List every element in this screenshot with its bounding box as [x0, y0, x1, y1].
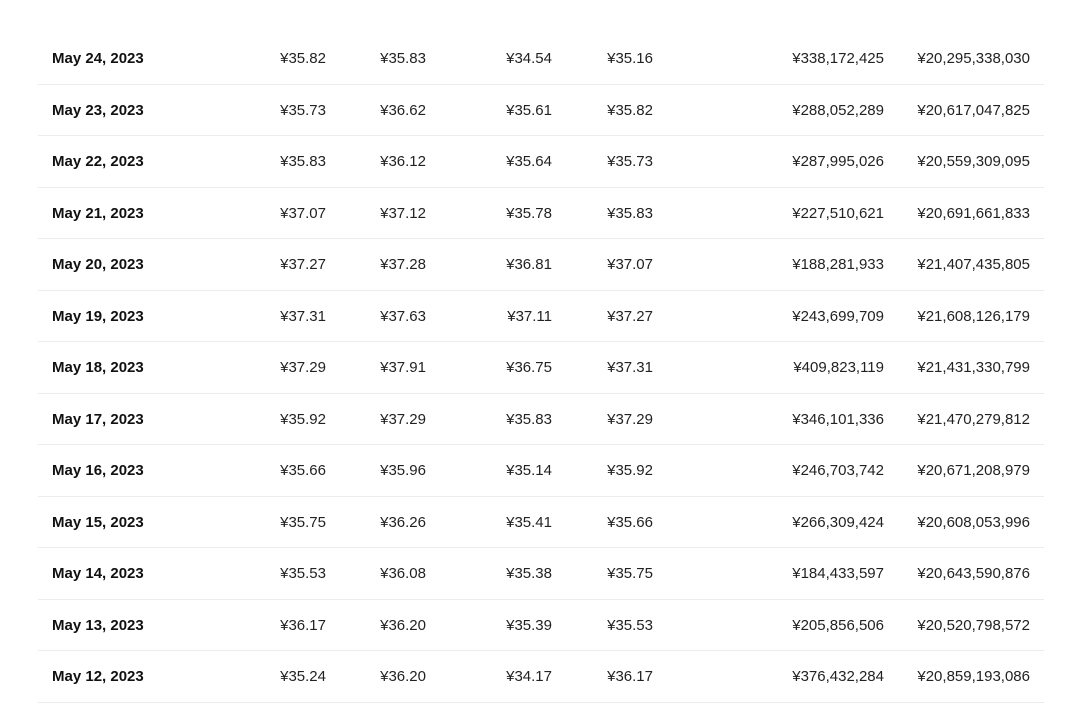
market-cap-cell: ¥20,520,798,572 [917, 616, 1030, 634]
market-cap-cell: ¥21,407,435,805 [917, 256, 1030, 273]
low-cell: ¥35.61 [506, 101, 552, 119]
table-row [38, 445, 1044, 497]
high-cell: ¥37.12 [380, 204, 426, 222]
price-history-table [38, 33, 1044, 703]
low-cell: ¥37.11 [507, 307, 552, 325]
date-cell: May 16, 2023 [52, 462, 144, 479]
table-row [38, 342, 1044, 394]
market-cap-cell: ¥21,470,279,812 [917, 410, 1030, 428]
volume-cell: ¥243,699,709 [792, 307, 884, 325]
high-cell: ¥36.12 [380, 153, 426, 170]
low-cell: ¥34.54 [506, 50, 552, 67]
date-cell: May 12, 2023 [52, 668, 144, 685]
date-cell: May 24, 2023 [52, 50, 144, 67]
date-cell: May 21, 2023 [52, 204, 144, 222]
close-cell: ¥37.31 [607, 359, 653, 376]
open-cell: ¥35.75 [280, 513, 326, 531]
open-cell: ¥36.17 [280, 616, 326, 634]
open-cell: ¥37.07 [280, 204, 326, 222]
low-cell: ¥35.39 [506, 616, 552, 634]
table-row [38, 651, 1044, 703]
high-cell: ¥36.20 [380, 668, 426, 685]
volume-cell: ¥184,433,597 [792, 565, 884, 582]
close-cell: ¥35.92 [607, 462, 653, 479]
volume-cell: ¥338,172,425 [792, 50, 884, 67]
close-cell: ¥35.75 [607, 565, 653, 582]
market-cap-cell: ¥20,559,309,095 [917, 153, 1030, 170]
high-cell: ¥35.83 [380, 50, 426, 67]
date-cell: May 20, 2023 [52, 256, 144, 273]
table-row [38, 600, 1044, 652]
volume-cell: ¥188,281,933 [792, 256, 884, 273]
close-cell: ¥35.73 [607, 153, 653, 170]
date-cell: May 13, 2023 [52, 616, 144, 634]
close-cell: ¥37.07 [607, 256, 653, 273]
high-cell: ¥37.28 [380, 256, 426, 273]
table-row [38, 291, 1044, 343]
market-cap-cell: ¥20,691,661,833 [917, 204, 1030, 222]
open-cell: ¥37.27 [280, 256, 326, 273]
open-cell: ¥35.92 [280, 410, 326, 428]
volume-cell: ¥409,823,119 [793, 359, 884, 376]
high-cell: ¥36.26 [380, 513, 426, 531]
high-cell: ¥36.20 [380, 616, 426, 634]
table-row [38, 33, 1044, 85]
volume-cell: ¥246,703,742 [792, 462, 884, 479]
open-cell: ¥35.53 [280, 565, 326, 582]
table-row [38, 239, 1044, 291]
close-cell: ¥35.82 [607, 101, 653, 119]
date-cell: May 19, 2023 [52, 307, 144, 325]
open-cell: ¥35.83 [280, 153, 326, 170]
volume-cell: ¥287,995,026 [792, 153, 884, 170]
volume-cell: ¥266,309,424 [792, 513, 884, 531]
open-cell: ¥35.66 [280, 462, 326, 479]
close-cell: ¥35.16 [607, 50, 653, 67]
close-cell: ¥37.29 [607, 410, 653, 428]
market-cap-cell: ¥21,431,330,799 [917, 359, 1030, 376]
high-cell: ¥37.63 [380, 307, 426, 325]
table-row [38, 394, 1044, 446]
volume-cell: ¥288,052,289 [792, 101, 884, 119]
date-cell: May 23, 2023 [52, 101, 144, 119]
table-row [38, 85, 1044, 137]
close-cell: ¥35.53 [607, 616, 653, 634]
high-cell: ¥37.91 [380, 359, 426, 376]
low-cell: ¥36.75 [506, 359, 552, 376]
low-cell: ¥34.17 [506, 668, 552, 685]
high-cell: ¥36.08 [380, 565, 426, 582]
high-cell: ¥36.62 [380, 101, 426, 119]
date-cell: May 17, 2023 [52, 410, 144, 428]
date-cell: May 15, 2023 [52, 513, 144, 531]
open-cell: ¥35.24 [280, 668, 326, 685]
volume-cell: ¥227,510,621 [792, 204, 884, 222]
close-cell: ¥35.83 [607, 204, 653, 222]
market-cap-cell: ¥21,608,126,179 [917, 307, 1030, 325]
low-cell: ¥35.38 [506, 565, 552, 582]
market-cap-cell: ¥20,643,590,876 [917, 565, 1030, 582]
market-cap-cell: ¥20,617,047,825 [917, 101, 1030, 119]
table-row [38, 497, 1044, 549]
low-cell: ¥35.41 [506, 513, 552, 531]
high-cell: ¥35.96 [380, 462, 426, 479]
close-cell: ¥35.66 [607, 513, 653, 531]
open-cell: ¥35.73 [280, 101, 326, 119]
table-row [38, 548, 1044, 600]
low-cell: ¥35.14 [506, 462, 552, 479]
low-cell: ¥35.78 [506, 204, 552, 222]
market-cap-cell: ¥20,671,208,979 [917, 462, 1030, 479]
market-cap-cell: ¥20,295,338,030 [917, 50, 1030, 67]
low-cell: ¥35.64 [506, 153, 552, 170]
low-cell: ¥36.81 [506, 256, 552, 273]
open-cell: ¥35.82 [280, 50, 326, 67]
volume-cell: ¥376,432,284 [792, 668, 884, 685]
close-cell: ¥37.27 [607, 307, 653, 325]
open-cell: ¥37.29 [280, 359, 326, 376]
open-cell: ¥37.31 [280, 307, 326, 325]
high-cell: ¥37.29 [380, 410, 426, 428]
volume-cell: ¥346,101,336 [792, 410, 884, 428]
close-cell: ¥36.17 [607, 668, 653, 685]
date-cell: May 22, 2023 [52, 153, 144, 170]
date-cell: May 18, 2023 [52, 359, 144, 376]
table-row [38, 188, 1044, 240]
low-cell: ¥35.83 [506, 410, 552, 428]
date-cell: May 14, 2023 [52, 565, 144, 582]
market-cap-cell: ¥20,859,193,086 [917, 668, 1030, 685]
table-row [38, 136, 1044, 188]
market-cap-cell: ¥20,608,053,996 [917, 513, 1030, 531]
volume-cell: ¥205,856,506 [792, 616, 884, 634]
